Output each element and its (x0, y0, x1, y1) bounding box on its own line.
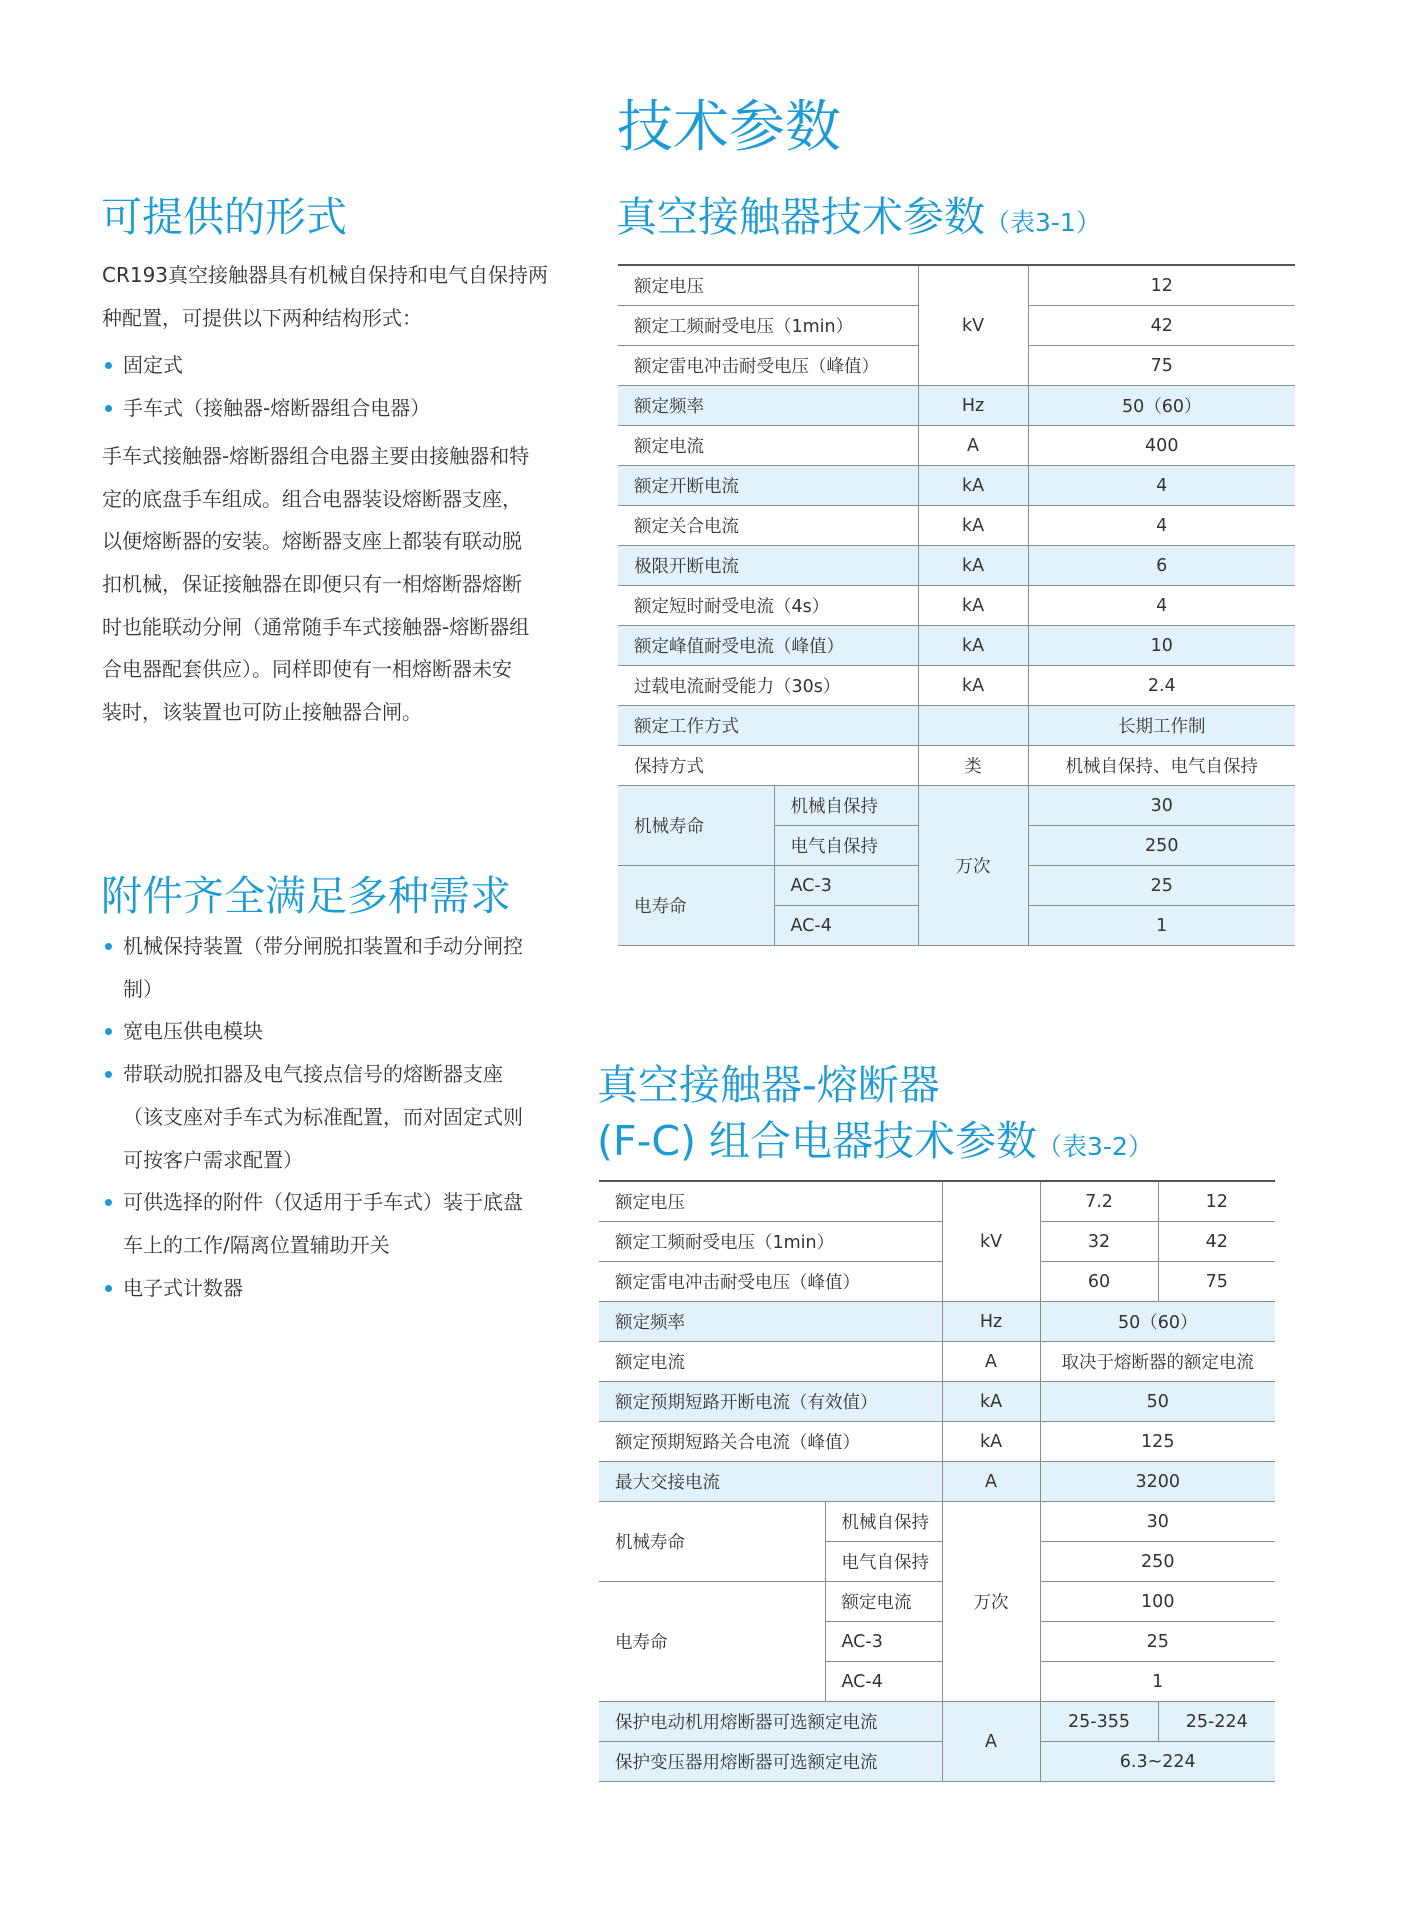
cell-label: 最大交接电流 (599, 1462, 942, 1502)
cell-value: 6 (1028, 546, 1295, 586)
cell-sub: 机械自保持 (774, 786, 918, 826)
cell-value: 250 (1040, 1542, 1275, 1582)
paragraph-text-line: 合电器配套供应）。同样即使有一相熔断器未安 (102, 657, 512, 682)
table-row (599, 1742, 1275, 1782)
table-row (599, 1262, 1275, 1302)
cell-value: 60 (1040, 1262, 1158, 1302)
cell-label: 额定峰值耐受电流（峰值） (618, 626, 918, 666)
table-row (599, 1342, 1275, 1382)
cell-label: 额定关合电流 (618, 506, 918, 546)
bullet-item-line: 可供选择的附件（仅适用于手车式）装于底盘 (123, 1190, 523, 1215)
cell-value: 25-224 (1158, 1702, 1275, 1742)
cell-label: 额定雷电冲击耐受电压（峰值） (599, 1262, 942, 1302)
table-row (599, 1422, 1275, 1462)
cell-value: 7.2 (1040, 1181, 1158, 1222)
table-row (618, 546, 1295, 586)
table-row (618, 426, 1295, 466)
cell-unit: kA (918, 586, 1028, 626)
cell-sub: AC-3 (774, 866, 918, 906)
cell-unit: kA (918, 506, 1028, 546)
cell-unit: Hz (942, 1302, 1040, 1342)
cell-value: 2.4 (1028, 666, 1295, 706)
cell-label: 电寿命 (618, 866, 774, 946)
table-row (618, 746, 1295, 786)
cell-unit: kA (918, 546, 1028, 586)
cell-value: 100 (1040, 1582, 1275, 1622)
table-row (599, 1302, 1275, 1342)
cell-sub: 机械自保持 (825, 1502, 942, 1542)
table1-tag: （表3-1） (985, 208, 1101, 237)
bullet-item-line: 电子式计数器 (123, 1275, 243, 1300)
paragraph-text-line: 以便熔断器的安装。熔断器支座上都装有联动脱 (102, 529, 522, 554)
table1-title: 真空接触器技术参数 (616, 193, 985, 241)
bullet-item-line: 可按客户需求配置） (123, 1147, 303, 1172)
cell-label: 额定开断电流 (618, 466, 918, 506)
cell-value: 10 (1028, 626, 1295, 666)
cell-label: 额定电压 (599, 1181, 942, 1222)
cell-unit: kA (942, 1422, 1040, 1462)
cell-unit: A (942, 1342, 1040, 1382)
table-row (618, 466, 1295, 506)
section-title-accessories: 附件齐全满足多种需求 (101, 872, 511, 920)
cell-sub: 电气自保持 (825, 1542, 942, 1582)
cell-value: 25 (1040, 1622, 1275, 1662)
cell-unit: kV (918, 265, 1028, 386)
cell-unit: A (942, 1462, 1040, 1502)
cell-unit: A (918, 426, 1028, 466)
cell-unit: 类 (918, 746, 1028, 786)
bullet-item-line: 制） (123, 976, 163, 1001)
cell-label: 机械寿命 (599, 1502, 825, 1582)
cell-value: 1 (1028, 906, 1295, 946)
cell-value: 4 (1028, 506, 1295, 546)
cell-label: 过载电流耐受能力（30s） (618, 666, 918, 706)
table2-title-line1: 真空接触器-熔断器 (597, 1061, 940, 1109)
cell-value: 机械自保持、电气自保持 (1028, 746, 1295, 786)
cell-unit: kA (918, 666, 1028, 706)
intro-text-line: 种配置，可提供以下两种结构形式： (102, 305, 422, 330)
cell-label: 额定工作方式 (618, 706, 918, 746)
table-row (618, 666, 1295, 706)
table-row (599, 1502, 1275, 1542)
table-row (618, 386, 1295, 426)
cell-label: 极限开断电流 (618, 546, 918, 586)
table-row (618, 626, 1295, 666)
cell-unit: Hz (918, 386, 1028, 426)
cell-value: 12 (1158, 1181, 1275, 1222)
bullet-icon (105, 1285, 112, 1292)
table-row (618, 706, 1295, 746)
cell-value: 30 (1028, 786, 1295, 826)
bullet-item-line: （该支座对手车式为标准配置，而对固定式则 (123, 1104, 523, 1129)
table2-heading (597, 1117, 1153, 1171)
table2-title-line2: (F-C) 组合电器技术参数 (597, 1117, 1038, 1165)
cell-value: 4 (1028, 466, 1295, 506)
cell-sub: AC-4 (825, 1662, 942, 1702)
cell-label: 额定工频耐受电压（1min） (618, 306, 918, 346)
cell-label: 保护电动机用熔断器可选额定电流 (599, 1702, 942, 1742)
table-row (618, 586, 1295, 626)
cell-sub: 额定电流 (825, 1582, 942, 1622)
bullet-item: 手车式（接触器-熔断器组合电器） (123, 396, 431, 421)
cell-value: 250 (1028, 826, 1295, 866)
cell-label: 保持方式 (618, 746, 918, 786)
cell-sub: 电气自保持 (774, 826, 918, 866)
table-row (618, 786, 1295, 826)
cell-label: 额定预期短路开断电流（有效值） (599, 1382, 942, 1422)
cell-value: 50（60） (1028, 386, 1295, 426)
cell-label: 额定工频耐受电压（1min） (599, 1222, 942, 1262)
cell-label: 机械寿命 (618, 786, 774, 866)
bullet-item-line: 带联动脱扣器及电气接点信号的熔断器支座 (123, 1062, 503, 1087)
cell-sub: AC-3 (825, 1622, 942, 1662)
bullet-icon (105, 1199, 112, 1206)
cell-value: 75 (1028, 346, 1295, 386)
cell-value: 6.3~224 (1040, 1742, 1275, 1782)
cell-label: 额定电压 (618, 265, 918, 306)
cell-unit: kA (918, 626, 1028, 666)
table1-heading (616, 193, 1101, 247)
cell-unit: kV (942, 1181, 1040, 1302)
cell-unit: A (942, 1702, 1040, 1782)
table-row (599, 1382, 1275, 1422)
table-row (599, 1582, 1275, 1622)
cell-unit: kA (918, 466, 1028, 506)
cell-label: 额定频率 (618, 386, 918, 426)
intro-text-line: CR193真空接触器具有机械自保持和电气自保持两 (102, 263, 549, 287)
cell-value: 42 (1158, 1222, 1275, 1262)
cell-value: 75 (1158, 1262, 1275, 1302)
cell-value: 32 (1040, 1222, 1158, 1262)
paragraph-text-line: 装时，该装置也可防止接触器合闸。 (102, 700, 422, 724)
bullet-icon (105, 1071, 112, 1078)
cell-value: 12 (1028, 265, 1295, 306)
table2-tag: （表3-2） (1037, 1132, 1153, 1161)
section-title-forms: 可提供的形式 (101, 193, 347, 241)
bullet-icon (105, 405, 112, 412)
cell-unit: kA (942, 1382, 1040, 1422)
cell-label: 额定雷电冲击耐受电压（峰值） (618, 346, 918, 386)
cell-label: 电寿命 (599, 1582, 825, 1702)
bullet-icon (105, 362, 112, 369)
paragraph-text-line: 手车式接触器-熔断器组合电器主要由接触器和特 (102, 443, 530, 468)
table-row (599, 1702, 1275, 1742)
cell-unit: 万次 (942, 1502, 1040, 1702)
cell-value: 30 (1040, 1502, 1275, 1542)
paragraph-text-line: 扣机械，保证接触器在即便只有一相熔断器熔断 (102, 571, 522, 596)
page-title: 技术参数 (617, 95, 841, 160)
bullet-item-line: 车上的工作/隔离位置辅助开关 (123, 1232, 390, 1257)
cell-value: 50 (1040, 1382, 1275, 1422)
bullet-icon (105, 943, 112, 950)
table-row (599, 1222, 1275, 1262)
cell-value: 42 (1028, 306, 1295, 346)
table-row (599, 1181, 1275, 1222)
cell-label: 额定电流 (618, 426, 918, 466)
cell-value: 1 (1040, 1662, 1275, 1702)
table-row (618, 506, 1295, 546)
paragraph-text-line: 定的底盘手车组成。组合电器装设熔断器支座， (102, 486, 522, 511)
cell-value: 50（60） (1040, 1302, 1275, 1342)
bullet-item-line: 机械保持装置（带分闸脱扣装置和手动分闸控 (123, 934, 523, 958)
cell-unit (918, 706, 1028, 746)
cell-value: 3200 (1040, 1462, 1275, 1502)
table1-contactor-params (618, 264, 1295, 946)
cell-unit: 万次 (918, 786, 1028, 946)
cell-value: 125 (1040, 1422, 1275, 1462)
cell-value: 25-355 (1040, 1702, 1158, 1742)
table-row (599, 1462, 1275, 1502)
cell-value: 4 (1028, 586, 1295, 626)
cell-label: 额定短时耐受电流（4s） (618, 586, 918, 626)
bullet-icon (105, 1028, 112, 1035)
cell-value: 25 (1028, 866, 1295, 906)
table2-fc-params (599, 1180, 1275, 1782)
cell-sub: AC-4 (774, 906, 918, 946)
paragraph-text-line: 时也能联动分闸（通常随手车式接触器-熔断器组 (102, 614, 530, 639)
cell-value: 400 (1028, 426, 1295, 466)
cell-label: 额定频率 (599, 1302, 942, 1342)
cell-label: 额定预期短路关合电流（峰值） (599, 1422, 942, 1462)
cell-value: 取决于熔断器的额定电流 (1040, 1342, 1275, 1382)
bullet-item-line: 宽电压供电模块 (123, 1019, 263, 1044)
bullet-item: 固定式 (123, 353, 183, 378)
table-row (618, 265, 1295, 306)
cell-label: 额定电流 (599, 1342, 942, 1382)
cell-label: 保护变压器用熔断器可选额定电流 (599, 1742, 942, 1782)
cell-value: 长期工作制 (1028, 706, 1295, 746)
